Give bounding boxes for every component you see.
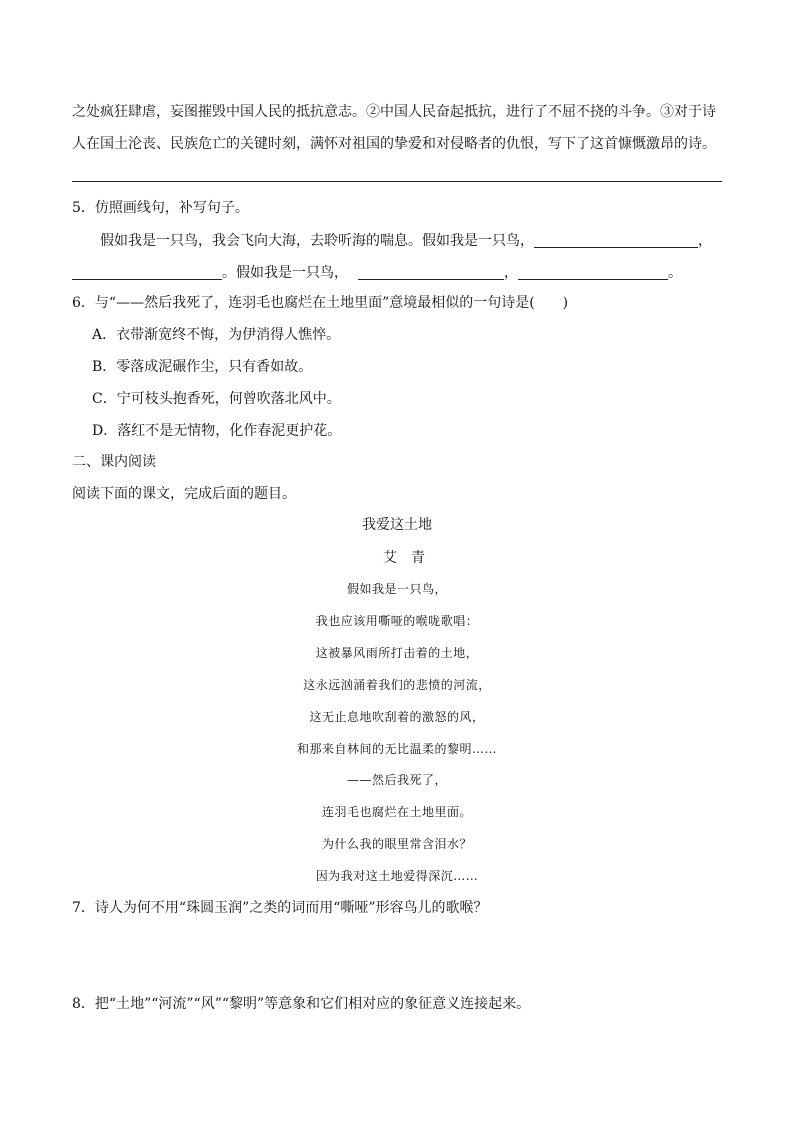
q5-comma-2: ， xyxy=(504,265,518,281)
poem-line: ——然后我死了， xyxy=(346,773,447,787)
q5-blank-1[interactable] xyxy=(534,233,698,248)
q7-title: 7．诗人为何不用“珠圆玉润”之类的词而用“嘶哑”形容鸟儿的歌喉？ xyxy=(72,900,488,916)
q8-title: 8．把“土地”“河流”“风”“黎明”等意象和它们相对应的象征意义连接起来。 xyxy=(72,996,531,1012)
q5-blank-3[interactable] xyxy=(358,265,504,280)
poem-author: 艾青 xyxy=(383,550,439,566)
q5-blank-4[interactable] xyxy=(518,265,668,280)
poem-line: 这被暴风雨所打击着的土地， xyxy=(315,646,479,660)
q5-period: 。 xyxy=(668,265,682,281)
answer-divider xyxy=(72,181,722,182)
poem-title: 我爱这土地 xyxy=(362,517,432,533)
section-instruction: 阅读下面的课文，完成后面的题目。 xyxy=(72,486,296,502)
poem-line: 连羽毛也腐烂在土地里面。 xyxy=(321,805,472,819)
intro-line-1: 之处疯狂肆虐，妄图摧毁中国人民的抵抗意志。②中国人民奋起抵抗，进行了不屈不挠的斗争。③对于诗 xyxy=(72,104,716,120)
q5-line-1 xyxy=(100,231,712,251)
q5-prompt-text: 假如我是一只鸟，我会飞向大海，去聆听海的喘息。假如我是一只鸟， xyxy=(100,233,534,249)
intro-line-2: 人在国土沦丧、民族危亡的关键时刻，满怀对祖国的挚爱和对侵略者的仇恨，写下了这首慷慨激昂的诗。 xyxy=(72,136,716,152)
poem-line: 因为我对这土地爱得深沉…… xyxy=(315,869,479,883)
q6-option-d: D．落红不是无情物，化作春泥更护花。 xyxy=(92,423,342,439)
q5-comma-1: ， xyxy=(698,233,712,249)
q6-option-a: A．衣带渐宽终不悔，为伊消得人憔悴。 xyxy=(92,327,341,343)
q6-option-b: B．零落成泥碾作尘，只有香如故。 xyxy=(92,359,313,375)
q5-line-2 xyxy=(72,263,682,283)
q6-option-c: C．宁可枝头抱香死，何曾吹落北风中。 xyxy=(92,391,341,407)
q5-blank-2[interactable] xyxy=(72,265,222,280)
poem-line: 假如我是一只鸟， xyxy=(346,582,447,596)
section-heading: 二、课内阅读 xyxy=(72,454,156,470)
q5-title: 5．仿照画线句，补写句子。 xyxy=(72,200,249,216)
q6-title: 6．与“——然后我死了，连羽毛也腐烂在土地里面”意境最相似的一句诗是( ) xyxy=(72,295,569,311)
poem-line: 这无止息地吹刮着的激怒的风， xyxy=(309,710,485,724)
poem-line: 这永远汹涌着我们的悲愤的河流， xyxy=(303,678,491,692)
q5-prompt-text-2: 。假如我是一只鸟， xyxy=(222,265,348,281)
poem-line: 和那来自林间的无比温柔的黎明…… xyxy=(296,742,497,756)
poem-line: 我也应该用嘶哑的喉咙歌唱： xyxy=(315,614,479,628)
poem-line: 为什么我的眼里常含泪水？ xyxy=(321,837,472,851)
